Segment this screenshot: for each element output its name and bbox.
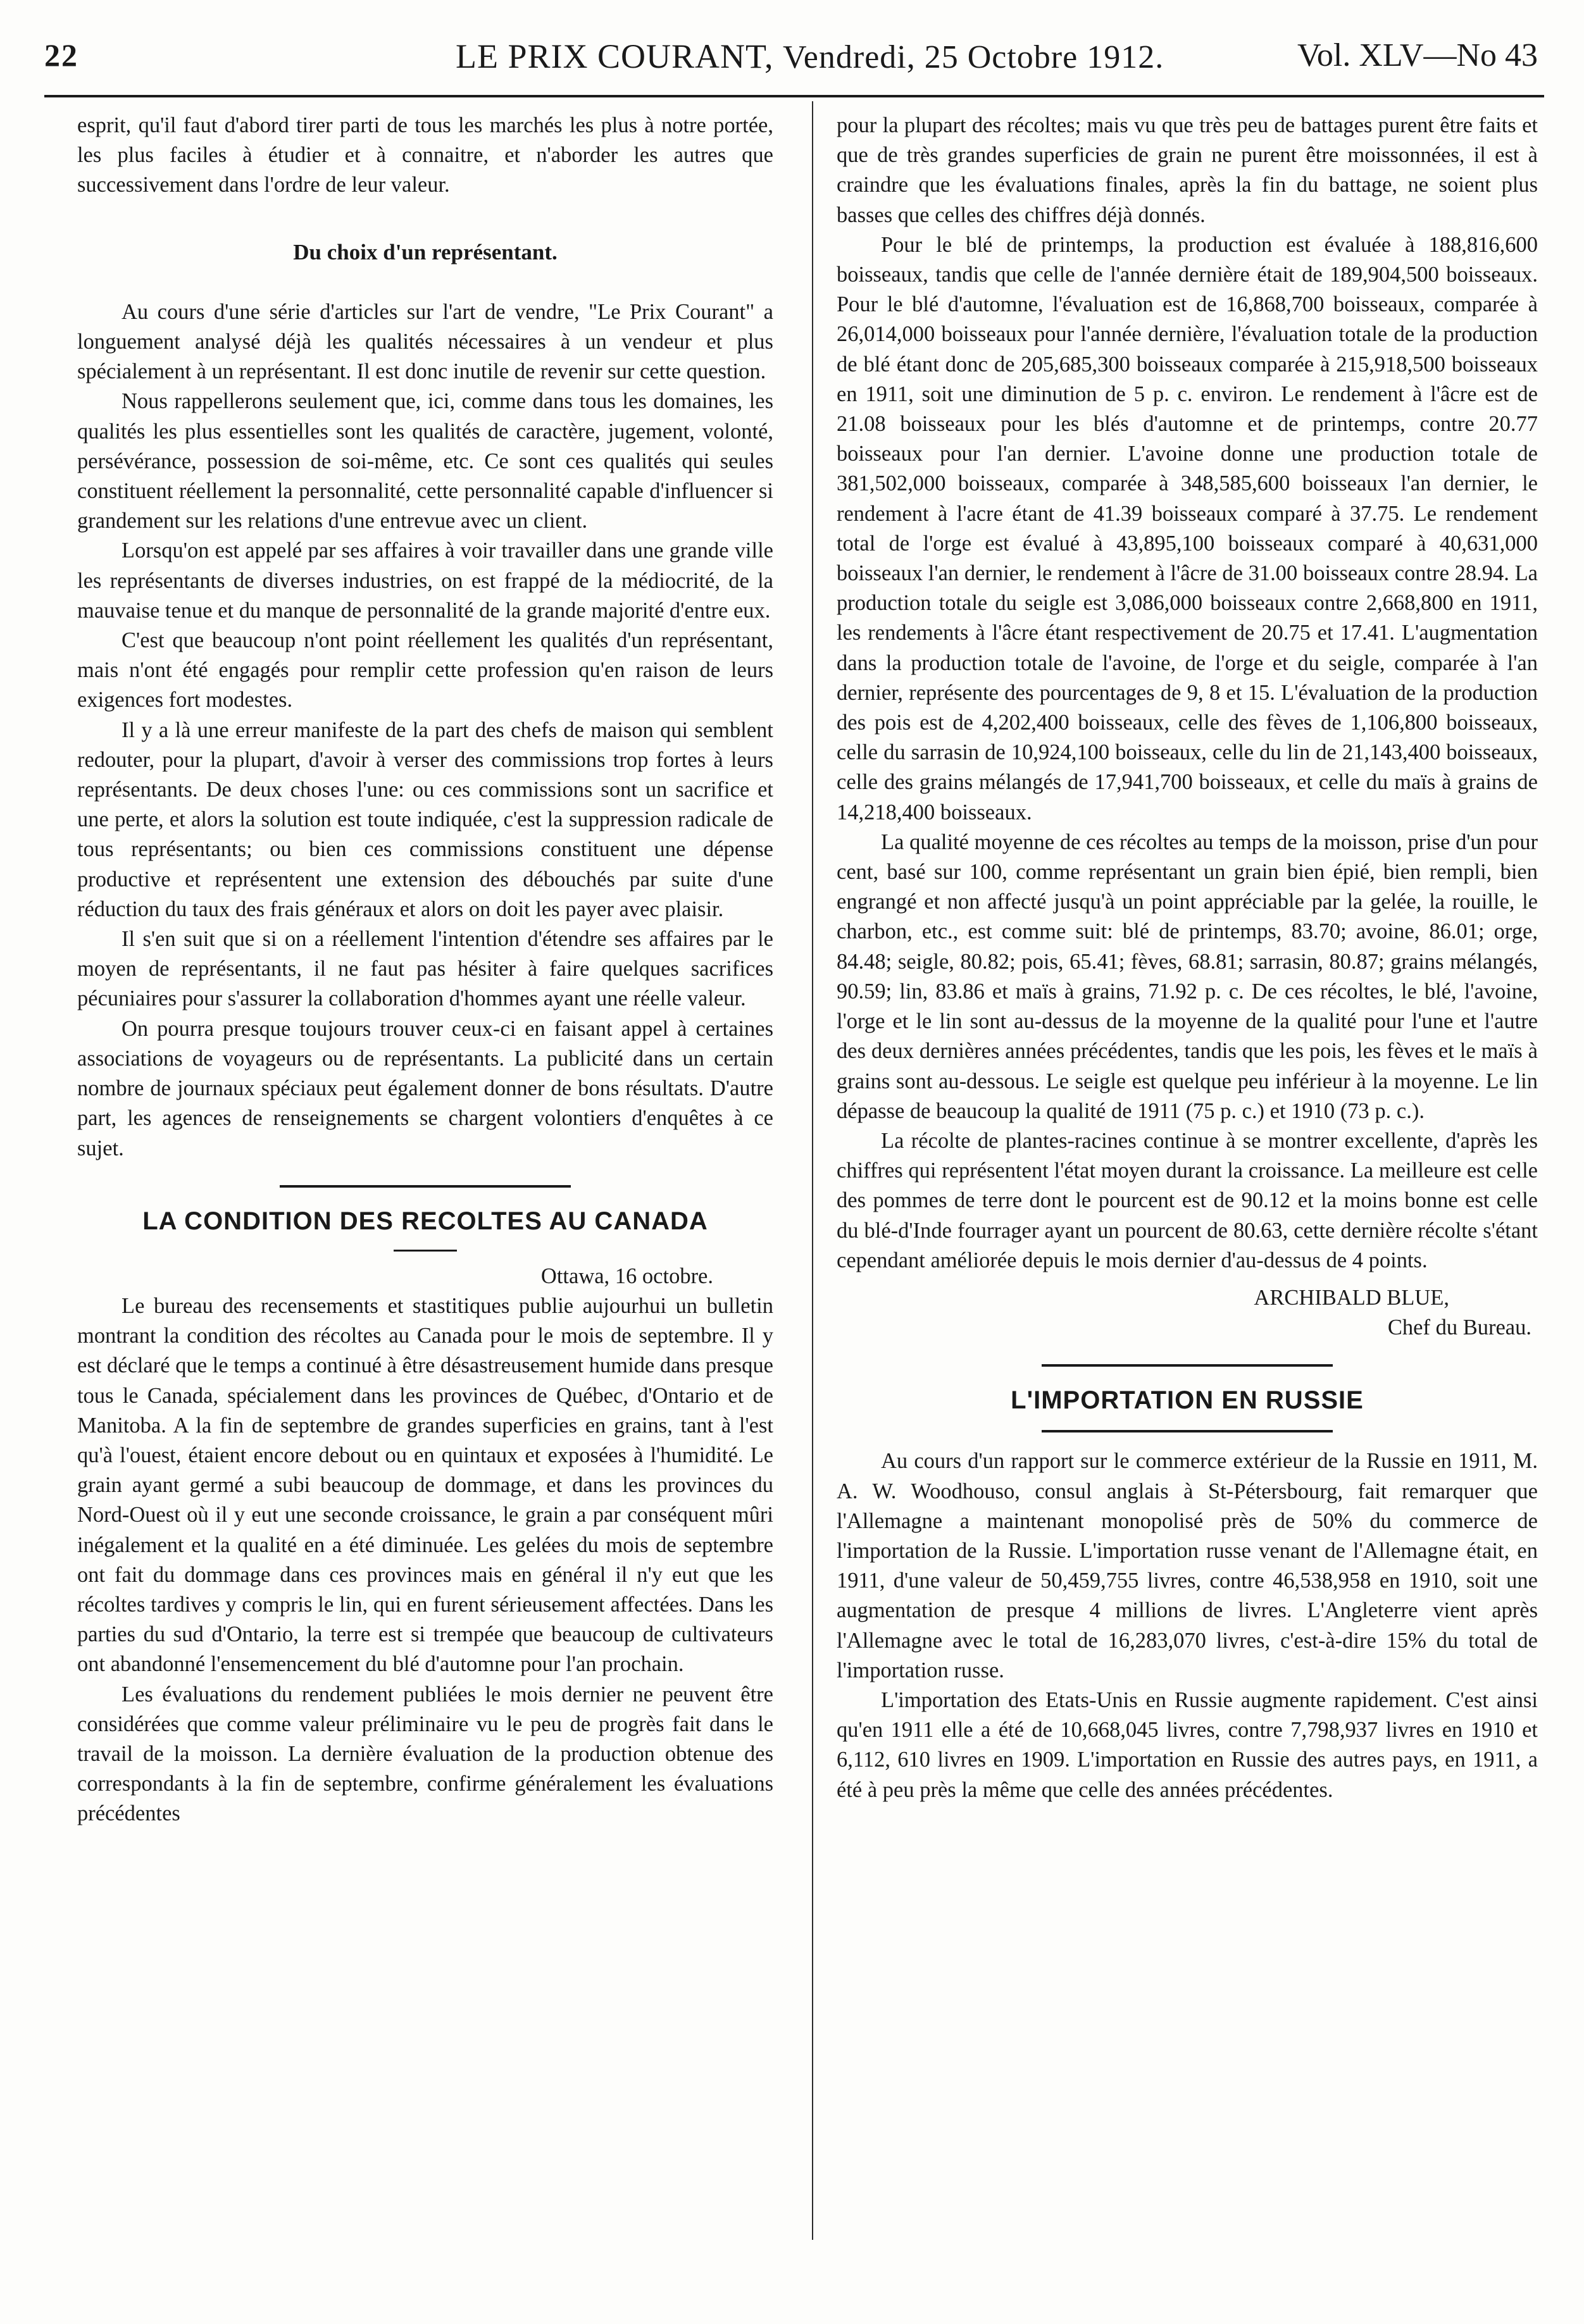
page-number: 22 xyxy=(44,37,78,73)
page-header xyxy=(44,37,1538,100)
paragraph: Au cours d'un rapport sur le commerce extérieur de la Russie en 1911, M. A. W. Woodhouso, consul anglais à St-Pétersbourg, fait remarquer que l'Allemagne a maintenant monopolisé près de 50% du commerce de l'importation de la Russie. L'importation russe venant de l'Allemagne était, en 1911, d'une valeur de 50,459,755 livres, contre 46,538,958 en 1910, soit une augmentation de presque 4 millions de livres. L'Angleterre vient après l'Allemagne avec le total de 16,283,070 livres, c'est-à-dire 15% du total de l'importation russe. xyxy=(837,1449,1538,1682)
volume-number: Vol. XLV—No 43 xyxy=(1297,37,1538,73)
subheading-representative: Du choix d'un représentant. xyxy=(293,239,558,264)
section-divider xyxy=(280,1185,571,1188)
signature xyxy=(837,1283,1538,1343)
header-rule xyxy=(44,95,1544,97)
publication-title xyxy=(456,37,1164,76)
article-title-crops: LA CONDITION DES RECOLTES AU CANADA xyxy=(142,1207,708,1235)
signature-role: Chef du Bureau. xyxy=(1387,1315,1531,1340)
paragraph: La qualité moyenne de ces récoltes au temps de la moisson, prise d'un pour cent, basé sur 100, comme représentant un grain bien épié, bien rempli, bien engrangé et non affecté jusqu'à un point appréciable par la gelée, la rouille, le charbon, etc., est comme suit: blé de printemps, 83.70; avoine, 86.01; orge, 84.48; seigle, 80.82; pois, 65.41; fèves, 68.81; sarrasin, 80.87; grains mélangés, 90.59; lin, 83.86 et maïs à grains, 71.92 p. c. De ces récoltes, le blé, l'avoine, l'orge et le lin sont au-dessus de la moyenne de la qualité pour l'une et l'autre des deux dernières années précédentes, tandis que les pois, les fèves et le maïs à grains sont au-dessous. Le seigle est quelque peu inférieur à la moyenne. Le lin dépasse de beaucoup la qualité de 1911 (75 p. c.) et 1910 (73 p. c.). xyxy=(837,830,1538,1123)
publication-name: LE PRIX COURANT, xyxy=(456,37,774,75)
left-column xyxy=(77,111,773,1829)
title-rule xyxy=(394,1250,457,1252)
paragraph: L'importation des Etats-Unis en Russie augmente rapidement. C'est ainsi qu'en 1911 elle a été de 10,668,045 livres, contre 7,798,937 livres en 1910 et 6,112, 610 livres en 1909. L'importation en Russie des autres pays, en 1911, a été à peu près la même que celle des années précédentes. xyxy=(837,1687,1538,1802)
paragraph: Il s'en suit que si on a réellement l'intention d'étendre ses affaires par le moyen de représentants, il ne faut pas hésiter à faire quelques sacrifices pécuniaires pour s'assurer la collaboration d'hommes ayant une réelle valeur. xyxy=(77,927,773,1011)
signature-name: ARCHIBALD BLUE, xyxy=(1254,1285,1449,1310)
title-rule xyxy=(1042,1430,1333,1432)
paragraph: C'est que beaucoup n'ont point réellement les qualités d'un représentant, mais n'ont été engagés pour remplir cette profession qu'en raison de leurs exigences fort modestes. xyxy=(77,628,773,712)
paragraph: Le bureau des recensements et stastitiques publie aujourhui un bulletin montrant la condition des récoltes au Canada pour le mois de septembre. Il y est déclaré que le temps a continué à être désastreusement humide dans presque tous le Canada, spécialement dans les provinces de Québec, d'Ontario et de Manitoba. A la fin de septembre de grandes superficies en grains, tant à l'est qu'à l'ouest, étaient encore debout ou en quintaux et exposées à l'humidité. Le grain ayant germé a subi beaucoup de dommage, et dans les provinces du Nord-Ouest où il y eut une seconde croissance, le grain a par conséquent mûri inégalement et la qualité en a été diminuée. Les gelées du mois de septembre ont fait du dommage dans ces provinces mais en général il n'y eut que les récoltes tardives y compris le lin, qui en furent sérieusement affectées. Dans les parties du sud d'Ontario, la terre est si trempée que beaucoup de cultivateurs ont abandonné l'ensemencement du blé d'automne pour l'an prochain. xyxy=(77,1293,773,1677)
paragraph: Lorsqu'on est appelé par ses affaires à voir travailler dans une grande ville les représentants de diverses industries, on est frappé de la médiocrité, de la mauvaise tenue et du manque de personnalité de la grande majorité d'entre eux. xyxy=(77,538,773,623)
paragraph: Nous rappellerons seulement que, ici, comme dans tous les domaines, les qualités les plus essentielles sont les qualités de caractère, jugement, volonté, persévérance, possession de soi-même, etc. Ce sont ces qualités qui seules constituent réellement la personnalité, cette personnalité capable d'influencer si grandement sur les relations d'une entrevue avec un client. xyxy=(77,389,773,533)
right-column xyxy=(837,111,1538,1805)
section-divider xyxy=(1042,1364,1333,1367)
paragraph: Pour le blé de printemps, la production est évaluée à 188,816,600 boisseaux, tandis que celle de l'année dernière était de 189,904,500 boisseaux. Pour le blé d'automne, l'évaluation est de 16,868,700 boisseaux, comparée à 26,014,000 boisseaux pour l'année dernière, l'évaluation totale de la production de blé étant donc de 205,685,300 boisseaux comparée à 215,918,500 boisseaux en 1911, soit une diminution de 5 p. c. environ. Le rendement à l'âcre est de 21.08 boisseaux pour les blés d'automne et de printemps, contre 20.77 boisseaux pour l'an dernier. L'avoine donne une production totale de 381,502,000 boisseaux, comparée à 348,585,600 boisseaux l'an dernier, le rendement à l'acre étant de 41.39 boisseaux comparé à 37.75. Le rendement total de l'orge est évalué à 43,895,100 boisseaux comparé à 40,631,000 boisseaux l'an dernier, le rendement à l'âcre de 31.00 boisseaux contre 28.94. La production totale du seigle est 3,086,000 boisseaux contre 2,668,800 en 1911, les rendements à l'âcre étant respectivement de 20.75 et 17.41. L'augmentation dans la production totale de l'avoine, de l'orge et du seigle, comparée à l'an dernier, représente des pourcentages de 9, 8 et 15. L'évaluation de la production des pois est de 4,202,400 boisseaux, celle des fèves de 1,106,800 boisseaux, celle du sarrasin de 10,924,100 boisseaux, celle du lin de 21,143,400 boisseaux, celle des grains mélangés de 17,941,700 boisseaux, et celle du maïs à grains de 14,218,400 boisseaux. xyxy=(837,232,1538,824)
column-divider xyxy=(812,101,813,2240)
paragraph: Il y a là une erreur manifeste de la part des chefs de maison qui semblent redouter, pour la plupart, d'avoir à verser des commissions trop fortes à leurs représentants. De deux choses l'une: ou ces commissions sont un sacrifice et une perte, et alors la solution est toute indiquée, c'est la suppression radicale de tous représentants; ou bien ces commissions constituent une dépense productive et représentent une extension des débouchés par suite d'une réduction du taux des frais généraux et alors on doit les payer avec plaisir. xyxy=(77,718,773,921)
article-continuation-paragraph: esprit, qu'il faut d'abord tirer parti de tous les marchés les plus à notre portée, les plus faciles à étudier et à connaitre, et n'aborder les autres que successivement dans l'ordre de leur valeur. xyxy=(77,113,773,197)
dateline: Ottawa, 16 octobre. xyxy=(540,1264,713,1288)
article-continuation-paragraph: pour la plupart des récoltes; mais vu que très peu de battages purent être faits et que de très grandes superficies de grain ne purent être moissonnées, il est à craindre que les évaluations finales, après la fin du battage, ne soient plus basses que celles des chiffres déjà donnés. xyxy=(837,113,1538,227)
issue-date: Vendredi, 25 Octobre 1912. xyxy=(783,39,1164,75)
paragraph: On pourra presque toujours trouver ceux-ci en faisant appel à certaines associations de voyageurs ou de représentants. La publicité dans un certain nombre de journaux spéciaux peut également donner de bons résultats. D'autre part, les agences de renseignements se chargent volontiers d'enquêtes à ce sujet. xyxy=(77,1016,773,1160)
paragraph: La récolte de plantes-racines continue à se montrer excellente, d'après les chiffres qui représentent l'état moyen durant la croissance. La meilleure est celle des pommes de terre dont le pourcent est de 90.12 et la moins bonne est celle du blé-d'Inde fourrager ayant un pourcent de 80.63, cette dernière récolte s'étant cependant améliorée depuis le mois dernier d'au-dessus de 4 points. xyxy=(837,1128,1538,1272)
paragraph: Les évaluations du rendement publiées le mois dernier ne peuvent être considérées que comme valeur préliminaire vu le peu de progrès fait dans le travail de la moisson. La dernière évaluation de la production obtenue des correspondants à la fin de septembre, confirme généralement les évaluations précédentes xyxy=(77,1682,773,1826)
article-title-russia: L'IMPORTATION EN RUSSIE xyxy=(1011,1386,1364,1415)
paragraph: Au cours d'une série d'articles sur l'art de vendre, "Le Prix Courant" a longuement analysé déjà les qualités nécessaires à un vendeur et plus spécialement à un représentant. Il est donc inutile de revenir sur cette question. xyxy=(77,299,773,384)
